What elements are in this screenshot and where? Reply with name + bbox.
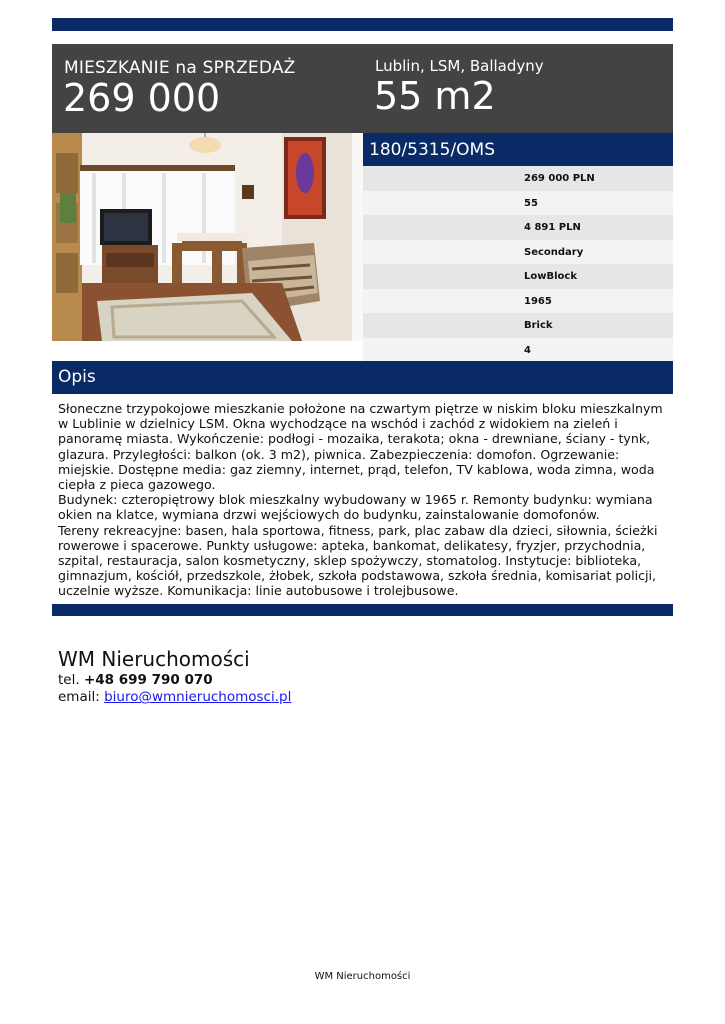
listing-type: MIESZKANIE na SPRZEDAŻ	[64, 58, 296, 78]
listing-price: 269 000	[63, 76, 221, 120]
spec-list	[363, 166, 673, 362]
description-paragraph: Słoneczne trzypokojowe mieszkanie położone na czwartym piętrze w niskim bloku mieszkalnym w Lublinie w dzielnicy LSM. Okna wychodzące na wschód i zachód z widokiem na zieleń i panoramę miasta. Wykończenie: podłogi - mozaika, terakota; okna - drewniane, ściany - tynk, glazura. Przyległości: balkon (ok. 3 m2), piwnica. Zabezpieczenia: domofon. Ogrzewanie: miejskie. Dostępne media: gaz ziemny, internet, prąd, telefon, TV kablowa, woda zimna, woda ciepła z pieca gazowego.	[58, 401, 663, 493]
spec-row: 4 891 PLN	[363, 215, 673, 240]
reference-number: 180/5315/OMS	[363, 133, 673, 166]
spec-row: 55	[363, 191, 673, 216]
spec-row: 4	[363, 338, 673, 363]
listing-location: Lublin, LSM, Balladyny	[375, 57, 544, 75]
spec-row: 1965	[363, 289, 673, 314]
spec-row: Secondary	[363, 240, 673, 265]
description-heading: Opis	[52, 361, 673, 394]
agency-contact	[58, 647, 291, 705]
description-paragraph: Budynek: czteropiętrowy blok mieszkalny wybudowany w 1965 r. Remonty budynku: wymiana okien na klatce, wymiana drzwi wejściowych do budynku, zainstalowanie domofonów.	[58, 492, 653, 523]
bottom-accent-bar	[52, 604, 673, 616]
email-label: email:	[58, 689, 100, 705]
property-photo[interactable]	[52, 133, 363, 341]
description-paragraph: Tereny rekreacyjne: basen, hala sportowa, fitness, park, plac zabaw dla dzieci, siłownia, ścieżki rowerowe i spacerowe. Punkty usługowe: apteka, bankomat, delikatesy, fryzjer, przychodnia, szpital, restauracja, salon kosmetyczny, sklep spożywczy, stomatolog. Instytucje: biblioteka, gimnazjum, kościół, przedszkole, żłobek, szkoła podstawowa, szkoła średnia, komisariat policji, uczelnie wyższe. Komunikacja: linie autobusowe i trolejbusowe.	[58, 522, 658, 599]
spec-row: Brick	[363, 313, 673, 338]
spec-row: LowBlock	[363, 264, 673, 289]
agency-name: WM Nieruchomości	[58, 647, 250, 671]
listing-area: 55 m2	[374, 74, 496, 118]
phone-label: tel.	[58, 672, 80, 688]
phone-number[interactable]: +48 699 790 070	[83, 672, 213, 688]
phone-line	[58, 672, 291, 688]
page-footer: WM Nieruchomości	[314, 971, 411, 982]
description-text	[58, 401, 668, 599]
spec-row: 269 000 PLN	[363, 166, 673, 191]
living-room-image	[52, 133, 363, 341]
email-line	[58, 689, 291, 705]
top-accent-bar	[52, 18, 673, 31]
email-link[interactable]: biuro@wmnieruchomosci.pl	[104, 689, 292, 705]
listing-header	[52, 44, 673, 133]
